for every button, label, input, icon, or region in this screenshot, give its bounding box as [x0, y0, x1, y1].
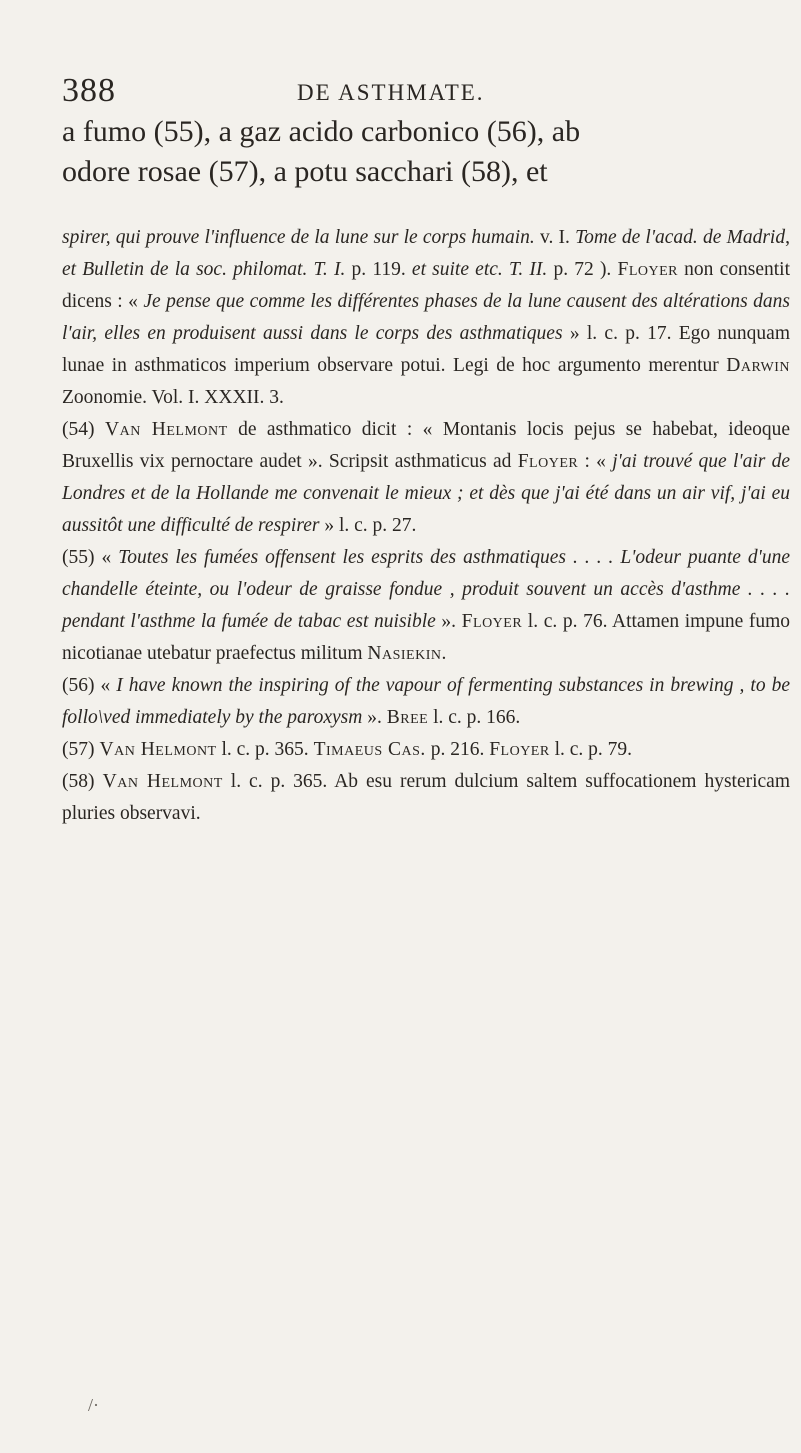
note-text: p. 216. [425, 739, 490, 760]
note-text: « [94, 547, 119, 568]
author-name: Van Helmont [94, 419, 228, 440]
author-name: Timaeus [313, 739, 383, 760]
note-text: v. I. [534, 227, 576, 248]
note-text: » l. c. p. 17. Ego nunquam lunae in asthmaticos imperium observare potui. Legi de hoc argumento merentur [62, 323, 790, 376]
note-text: p. 72 ). [547, 259, 618, 280]
author-name: Van Helmont [94, 739, 217, 760]
note-text: l. c. p. 76. Attamen impune fumo nicotianae utebatur praefectus militum [62, 611, 791, 664]
quotation: Toutes les fumées offensent les esprits des asthmatiques . . . . L'odeur puante d'une chandelle éteinte, ou l'odeur de graisse fondue , produit souvent un accès d'asthme . . . . pendant l'asthme la fumée de tabac est nuisible [62, 547, 790, 632]
footnote-54 [62, 414, 790, 542]
main-text-line: a fumo (55), a gaz acido carbonico (56), ab [62, 115, 581, 148]
note-text: l. c. p. 365. Ab esu rerum dulcium saltem suffocationem hystericam pluries observavi. [62, 771, 790, 824]
footnote-number: (55) [62, 547, 95, 568]
footnote-number: (57) [62, 739, 95, 760]
note-text: » l. c. p. 27. [319, 515, 417, 536]
note-text: non consentit dicens : « [62, 259, 791, 312]
note-text: : « [578, 451, 613, 472]
author-name: Floyer [461, 611, 523, 632]
footnote-55 [62, 542, 790, 670]
quotation: I have known the inspiring of the vapour of fermenting substances in brewing , to be follo\ved immediately by the paroxysm [62, 675, 790, 728]
note-text: . [441, 643, 447, 664]
note-text-italic: spirer, qui prouve l'influence de la lune sur le corps humain. [62, 227, 535, 248]
note-text-italic: Tome de l'acad. de Madrid [575, 227, 786, 248]
note-text: , [785, 227, 790, 248]
author-name: Floyer [617, 259, 678, 280]
running-head: DE ASTHMATE. [297, 80, 485, 105]
note-text: p. 119. [345, 259, 412, 280]
note-text: l. c. p. 365. [216, 739, 314, 760]
note-text: ». [362, 707, 387, 728]
note-text: « [94, 675, 117, 696]
footnote-number: (54) [62, 419, 95, 440]
author-name: Floyer [489, 739, 550, 760]
note-text-italic: et Bulletin de la soc. philomat. T. I. [62, 259, 346, 280]
quotation: j'ai trouvé que l'air de Londres et de la Hollande me convenait le mieux ; et dès que j'ai été dans un air vif, j'ai eu aussitôt une difficulté de respirer [62, 451, 790, 536]
note-text: de asthmatico dicit : « Montanis locis pejus se habebat, ideoque Bruxellis vix pernoctare audet ». Scripsit asthmaticus ad [62, 419, 791, 472]
footnote-58 [62, 766, 790, 830]
main-text-line: odore rosae (57), a potu sacchari (58), et [62, 155, 548, 188]
page-number: 388 [62, 72, 116, 109]
footnote-number: (56) [62, 675, 95, 696]
author-name: Cas. [382, 739, 426, 760]
author-name: Darwin [726, 355, 790, 376]
footnote-56 [62, 670, 790, 734]
author-name: Floyer [517, 451, 579, 472]
quotation: Je pense que comme les différentes phases de la lune causent des altérations dans l'air, elles en produisent aussi dans le corps des asthmatiques [62, 291, 790, 344]
footnotes [62, 222, 790, 830]
note-text: Zoonomie. Vol. I. XXXII. 3. [62, 387, 284, 408]
author-name: Bree [386, 707, 429, 728]
main-text [62, 112, 787, 192]
footnote-57 [62, 734, 790, 766]
author-name: Nasiekin [367, 643, 442, 664]
note-text-italic: et suite etc. T. II. [411, 259, 548, 280]
note-text: ». [435, 611, 462, 632]
note-text: l. c. p. 79. [549, 739, 633, 760]
stray-ink-mark: /· [88, 1395, 99, 1415]
author-name: Van Helmont [94, 771, 223, 792]
note-text: l. c. p. 166. [428, 707, 521, 728]
footnote-number: (58) [62, 771, 95, 792]
page-header [62, 72, 782, 112]
footnote-continuation [62, 222, 790, 414]
